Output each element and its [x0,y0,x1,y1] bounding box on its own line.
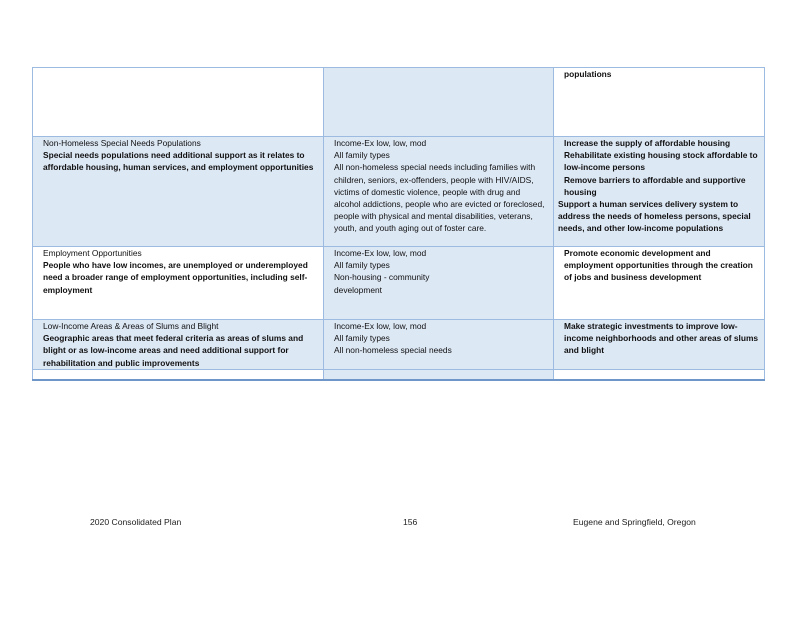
population-cell [324,370,554,381]
footer-page-number: 156 [403,517,418,527]
population-groups: All non-homeless special needs including families with children, seniors, ex-offenders, people with HIV/AIDS, victims of domestic violence, people with drug and alcohol addictions, people who are evicted or foreclosed, people with physical and mental disabilities, veterans, youth, and youth aging out of foster care. [334,162,545,234]
population-cell [324,68,554,137]
population-cell [324,320,554,370]
need-description: Special needs populations need additional support as it relates to affordable housing, human services, and employment opportunities [43,150,314,173]
goal-text: Rehabilitate existing housing stock affordable to low-income persons [564,150,758,173]
need-title: Non-Homeless Special Needs Populations [43,138,201,148]
table-row [33,320,765,370]
population-family: All family types [334,260,390,271]
need-cell [33,370,324,381]
goals-cell [554,137,765,247]
table-row [33,68,765,137]
need-cell [33,68,324,137]
table-row [33,137,765,247]
population-cell [324,137,554,247]
population-family: All family types [334,150,390,161]
goal-text: Support a human services delivery system to address the needs of homeless persons, special needs, and other low-income populations [558,199,751,234]
goal-text: Make strategic investments to improve low-income neighborhoods and other areas of slums and blight [564,321,759,356]
need-cell [33,247,324,320]
goals-cell [554,370,765,381]
population-cell [324,247,554,320]
population-income: Income-Ex low, low, mod [334,321,427,331]
needs-table [32,67,765,381]
goals-cell [554,247,765,320]
goals-cell [554,320,765,370]
population-groups: All non-homeless special needs [334,345,452,356]
goal-text: Promote economic development and employment opportunities through the creation of jobs and business development [564,248,753,283]
table-row [33,370,765,381]
population-family: All family types [334,333,390,344]
goal-text: Remove barriers to affordable and supportive housing [564,174,746,197]
need-cell [33,320,324,370]
population-groups: Non-housing - community development [334,272,430,295]
table-row [33,247,765,320]
need-description: People who have low incomes, are unemployed or underemployed need a broader range of employment opportunities, including self- employment [43,260,308,295]
goal-text: populations [564,69,612,79]
population-income: Income-Ex low, low, mod [334,138,427,148]
footer-jurisdiction: Eugene and Springfield, Oregon [573,517,696,527]
need-cell [33,137,324,247]
need-description: Geographic areas that meet federal criteria as areas of slums and blight or as low-income areas and need additional support for rehabilitation and public improvements [43,333,304,368]
goal-text: Increase the supply of affordable housing [564,138,731,148]
footer-document-title: 2020 Consolidated Plan [90,517,182,527]
need-title: Low-Income Areas & Areas of Slums and Blight [43,321,219,331]
population-income: Income-Ex low, low, mod [334,248,427,258]
need-title: Employment Opportunities [43,248,142,258]
goals-cell [554,68,765,137]
